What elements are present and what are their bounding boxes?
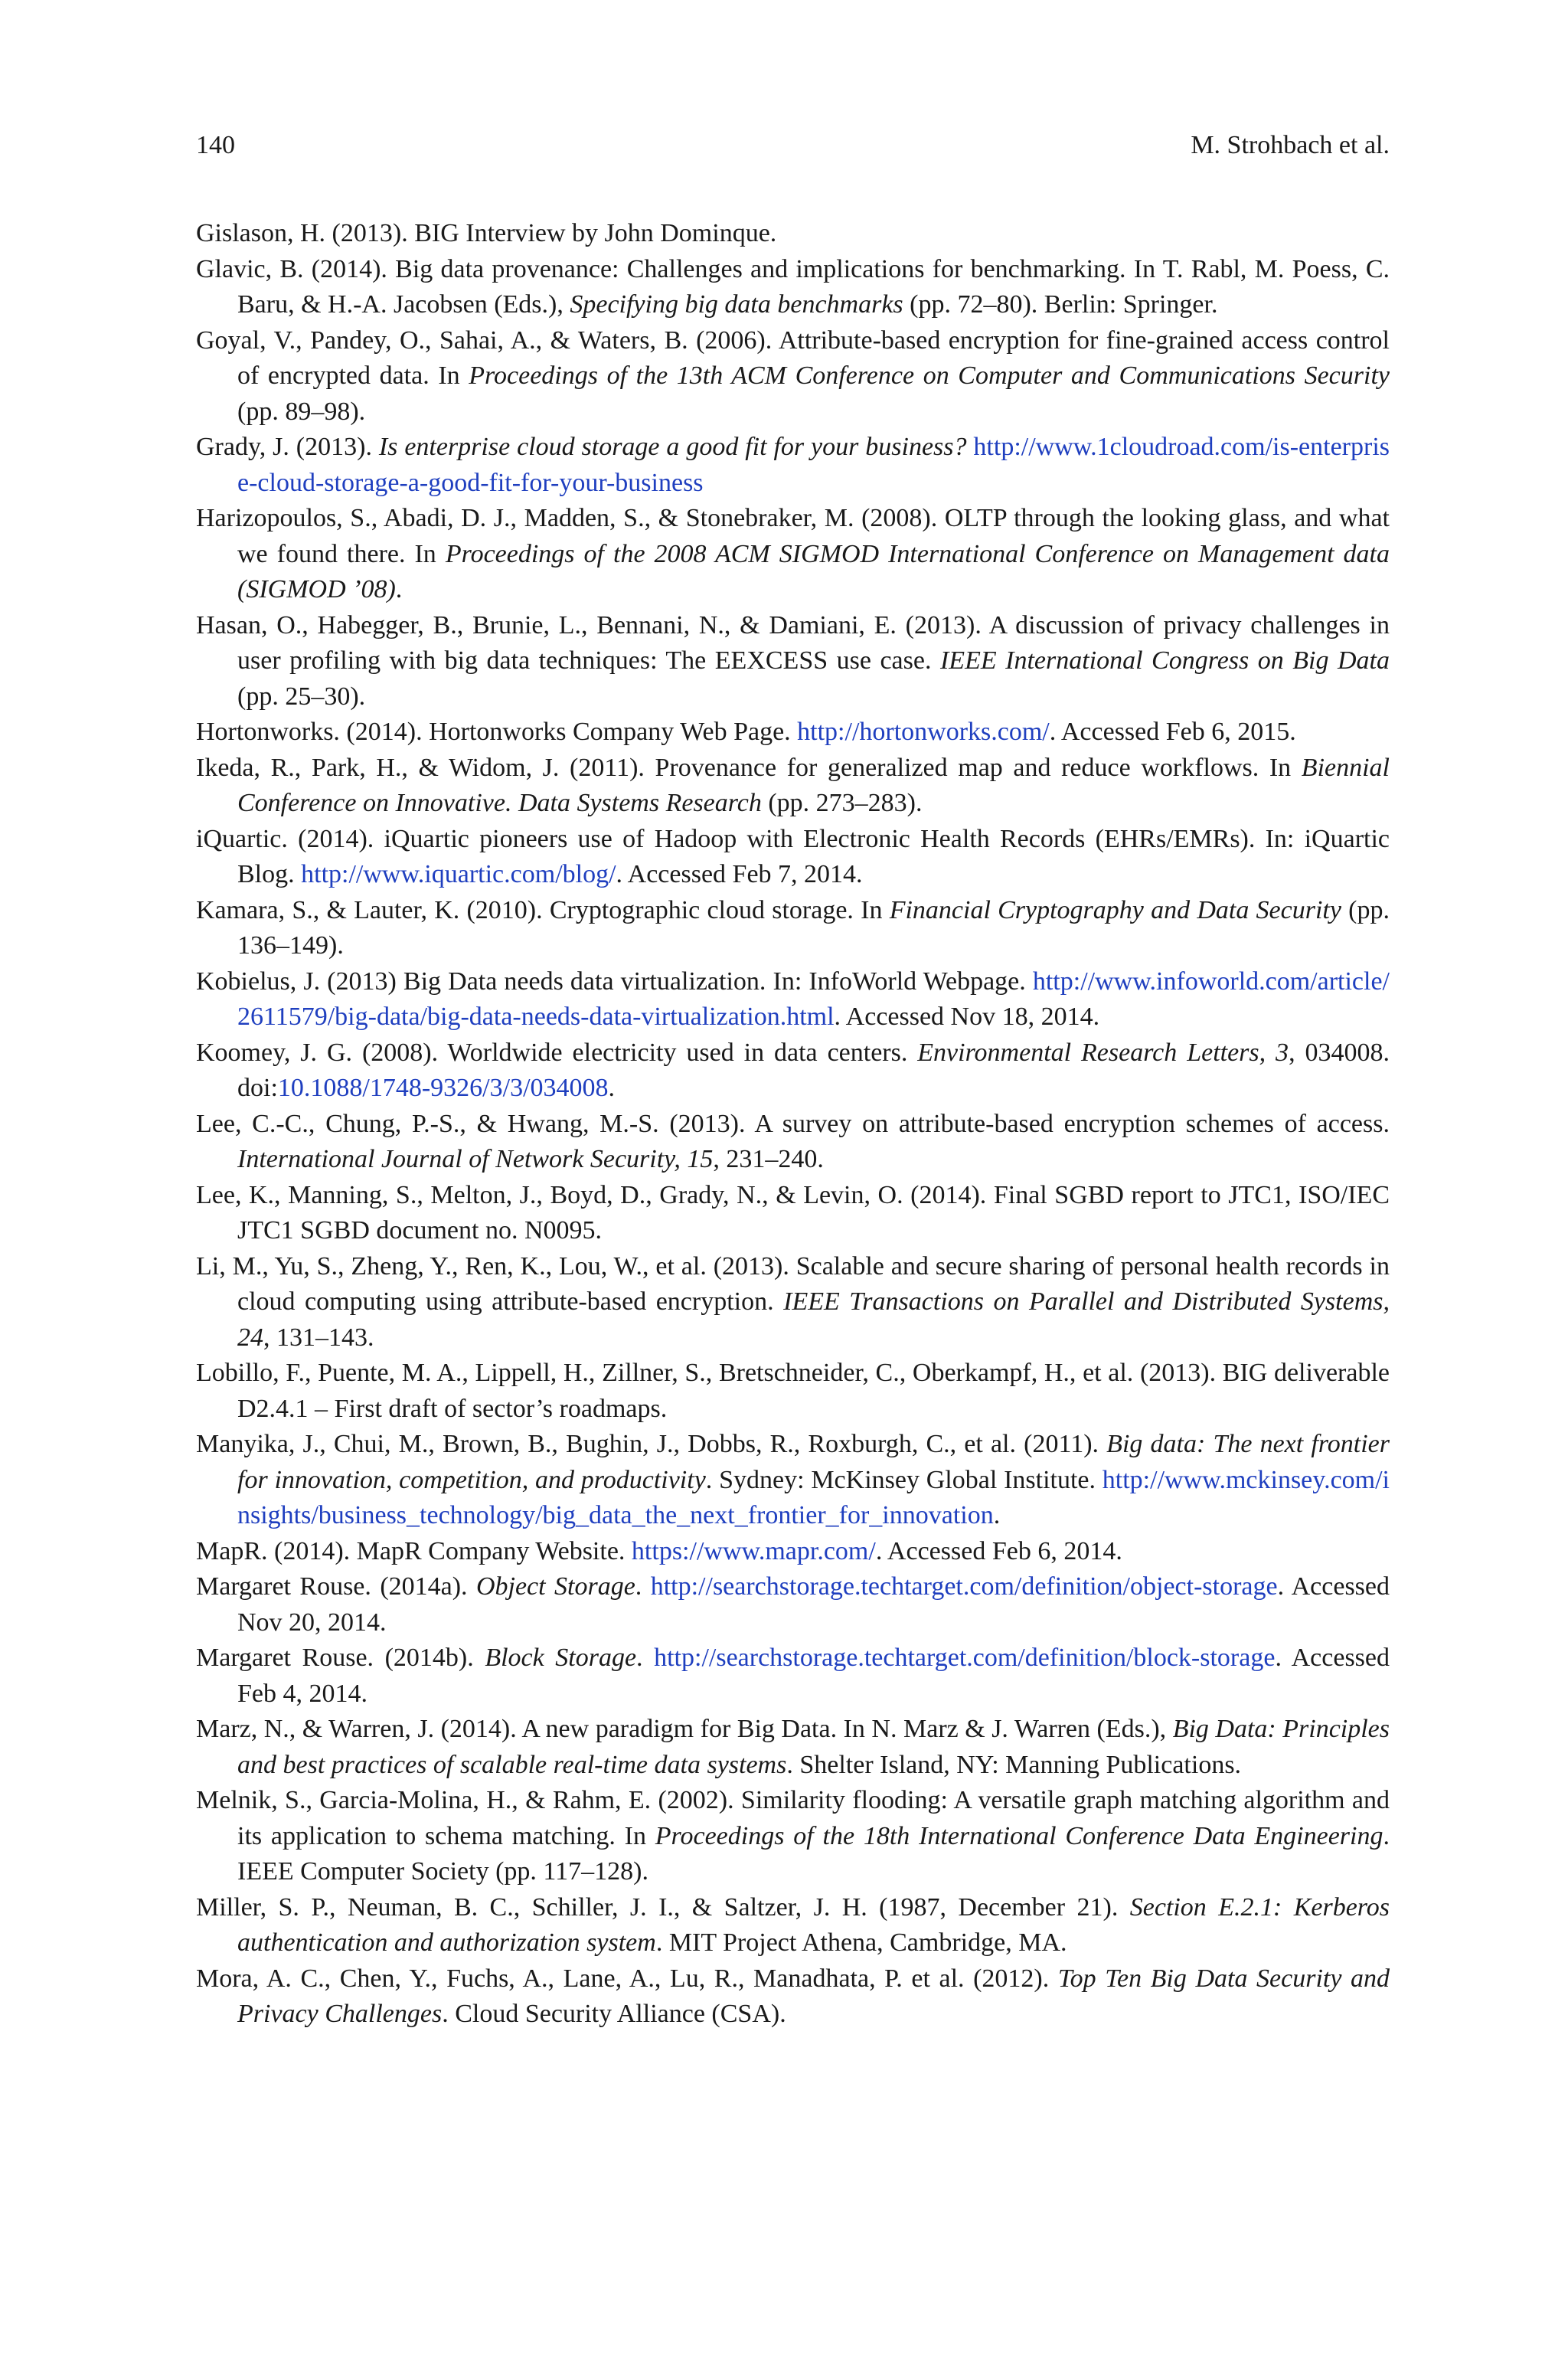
reference-entry (196, 1640, 1390, 1712)
reference-link[interactable]: http://searchstorage.techtarget.com/definition/object-storage (650, 1572, 1278, 1601)
reference-entry (196, 1107, 1390, 1178)
reference-title: Environmental Research Letters, 3 (917, 1038, 1289, 1067)
reference-text: (pp. 273–283). (761, 789, 923, 817)
reference-link[interactable]: http://hortonworks.com/ (797, 718, 1050, 746)
reference-entry (196, 1890, 1390, 1961)
reference-text: , 231–240. (713, 1145, 824, 1173)
reference-text: . Accessed Feb 4, 2014. (237, 1644, 1390, 1708)
reference-text: Mora, A. C., Chen, Y., Fuchs, A., Lane, A., Lu, R., Manadhata, P. et al. (2012). (196, 1964, 1058, 1993)
reference-text: (pp. 89–98). (237, 397, 366, 426)
reference-text: Lobillo, F., Puente, M. A., Lippell, H., Zillner, S., Bretschneider, C., Oberkampf, H., et al. (2013). BIG deliverable D2.4.1 – First draft of sector’s roadmaps. (196, 1359, 1390, 1423)
reference-title: International Journal of Network Security, 15 (237, 1145, 714, 1173)
reference-text: Li, M., Yu, S., Zheng, Y., Ren, K., Lou, W., et al. (2013). Scalable and secure sharing of personal health records in cloud computing using attribute-based encryption. (196, 1251, 1390, 1316)
reference-title: Biennial Conference on Innovative. Data Systems Research (237, 753, 1390, 817)
reference-text: (pp. 136–149). (237, 895, 1390, 960)
reference-text: . (635, 1572, 651, 1601)
reference-text: Ikeda, R., Park, H., & Widom, J. (2011). Provenance for generalized map and reduce workflows. In (196, 753, 1302, 782)
reference-text: Lee, C.-C., Chung, P.-S., & Hwang, M.-S. (2013). A survey on attribute-based encryption schemes of access. (196, 1109, 1390, 1138)
reference-text: . (395, 575, 403, 603)
reference-text: Melnik, S., Garcia-Molina, H., & Rahm, E. (2002). Similarity flooding: A versatile graph matching algorithm and its application to schema matching. In (196, 1786, 1390, 1850)
reference-text: MapR. (2014). MapR Company Website. (196, 1536, 632, 1565)
reference-entry (196, 1961, 1390, 2033)
reference-text: Glavic, B. (2014). Big data provenance: Challenges and implications for benchmarking. In T. Rabl, M. Poess, C. Baru, & H.-A. Jacobsen (Eds.), (196, 254, 1390, 319)
reference-text: iQuartic. (2014). iQuartic pioneers use of Hadoop with Electronic Health Records (EHRs/EMRs). In: iQuartic Blog. (196, 824, 1390, 888)
reference-text: . Accessed Nov 20, 2014. (237, 1572, 1390, 1637)
reference-text: Kobielus, J. (2013) Big Data needs data virtualization. In: InfoWorld Webpage. (196, 967, 1033, 996)
reference-link[interactable]: https://www.mapr.com/ (631, 1536, 876, 1565)
reference-text: . Cloud Security Alliance (CSA). (442, 2000, 786, 2028)
reference-entry (196, 822, 1390, 893)
reference-text: Grady, J. (2013). (196, 433, 379, 461)
reference-text: (pp. 72–80). Berlin: Springer. (903, 290, 1218, 319)
reference-entry (196, 1427, 1390, 1534)
reference-text: Koomey, J. G. (2008). Worldwide electricity used in data centers. (196, 1038, 918, 1067)
reference-entry (196, 608, 1390, 715)
reference-text: Goyal, V., Pandey, O., Sahai, A., & Waters, B. (2006). Attribute-based encryption for fine-grained access control of encrypted data. In (196, 325, 1390, 390)
page-header (196, 129, 1390, 162)
reference-title: Block Storage (485, 1644, 637, 1672)
reference-entry (196, 1249, 1390, 1356)
reference-text: Miller, S. P., Neuman, B. C., Schiller, J. I., & Saltzer, J. H. (1987, December 21). (196, 1892, 1130, 1922)
reference-text: Margaret Rouse. (2014b). (196, 1644, 485, 1672)
reference-entry (196, 323, 1390, 430)
reference-title: Proceedings of the 2008 ACM SIGMOD International Conference on Management data (SIGMOD ’08) (237, 539, 1390, 603)
reference-text: Manyika, J., Chui, M., Brown, B., Bughin, J., Dobbs, R., Roxburgh, C., et al. (2011). (196, 1430, 1107, 1458)
page-number: 140 (196, 131, 235, 159)
reference-title: IEEE International Congress on Big Data (939, 646, 1390, 675)
reference-entry (196, 216, 1390, 252)
reference-link[interactable]: http://www.infoworld.com/article/2611579/big-data/big-data-needs-data-virtualization.html (237, 967, 1390, 1031)
reference-text: . Shelter Island, NY: Manning Publications. (786, 1750, 1242, 1779)
reference-entry (196, 1569, 1390, 1640)
reference-title: Proceedings of the 18th International Conference Data Engineering (655, 1821, 1383, 1850)
reference-entry (196, 715, 1390, 751)
reference-entry (196, 964, 1390, 1035)
reference-title: Big Data: Principles and best practices of scalable real-time data systems (237, 1715, 1390, 1779)
reference-text: . (636, 1644, 655, 1672)
reference-text: , 034008. doi: (237, 1038, 1390, 1102)
reference-text: Lee, K., Manning, S., Melton, J., Boyd, D., Grady, N., & Levin, O. (2014). Final SGBD report to JTC1, ISO/IEC JTC1 SGBD document no. N0095. (196, 1180, 1390, 1245)
reference-text: , 131–143. (263, 1323, 374, 1352)
reference-text: Harizopoulos, S., Abadi, D. J., Madden, S., & Stonebraker, M. (2008). OLTP through the looking glass, and what we found there. In (196, 504, 1390, 568)
reference-link[interactable]: http://www.mckinsey.com/insights/business_technology/big_data_the_next_frontier_for_innovation (237, 1465, 1390, 1529)
reference-entry (196, 252, 1390, 323)
reference-text: . (608, 1074, 616, 1102)
reference-text: . Accessed Feb 7, 2014. (616, 860, 863, 888)
reference-text: Margaret Rouse. (2014a). (196, 1572, 476, 1601)
reference-text: Hortonworks. (2014). Hortonworks Company Web Page. (196, 718, 798, 746)
reference-list (196, 216, 1390, 2033)
reference-entry (196, 1783, 1390, 1890)
reference-text: . Sydney: McKinsey Global Institute. (705, 1465, 1102, 1494)
reference-entry (196, 1178, 1390, 1249)
reference-entry (196, 501, 1390, 608)
reference-text: . (993, 1501, 1001, 1529)
reference-entry (196, 751, 1390, 822)
reference-title: Proceedings of the 13th ACM Conference on Computer and Communications Security (469, 361, 1390, 390)
reference-link[interactable]: 10.1088/1748-9326/3/3/034008 (277, 1074, 609, 1102)
reference-text: (pp. 25–30). (237, 682, 366, 711)
reference-entry (196, 893, 1390, 964)
reference-title: Financial Cryptography and Data Security (889, 895, 1341, 924)
reference-text: Marz, N., & Warren, J. (2014). A new paradigm for Big Data. In N. Marz & J. Warren (Eds.), (196, 1715, 1173, 1743)
reference-entry (196, 1712, 1390, 1783)
reference-title: Top Ten Big Data Security and Privacy Challenges (237, 1964, 1390, 2028)
reference-entry (196, 1356, 1390, 1427)
reference-text: . MIT Project Athena, Cambridge, MA. (655, 1928, 1067, 1957)
reference-title: Object Storage (475, 1572, 635, 1601)
reference-title: Big data: The next frontier for innovation, competition, and productivity (237, 1430, 1390, 1494)
reference-text: Kamara, S., & Lauter, K. (2010). Cryptographic cloud storage. In (196, 895, 890, 924)
reference-entry (196, 1534, 1390, 1570)
reference-title: Specifying big data benchmarks (570, 290, 903, 319)
reference-text: . Accessed Feb 6, 2014. (875, 1536, 1122, 1565)
reference-text: Hasan, O., Habegger, B., Brunie, L., Bennani, N., & Damiani, E. (2013). A discussion of privacy challenges in user profiling with big data techniques: The EEXCESS use case. (196, 610, 1390, 675)
reference-link[interactable]: http://searchstorage.techtarget.com/definition/block-storage (654, 1644, 1276, 1672)
reference-text: . Accessed Feb 6, 2015. (1049, 718, 1296, 746)
reference-text: . Accessed Nov 18, 2014. (834, 1003, 1100, 1031)
reference-link[interactable]: http://www.iquartic.com/blog/ (301, 860, 616, 888)
reference-entry (196, 1035, 1390, 1107)
reference-text: Gislason, H. (2013). BIG Interview by John Dominque. (196, 219, 777, 247)
reference-link[interactable]: http://www.1cloudroad.com/is-enterprise-cloud-storage-a-good-fit-for-your-business (237, 433, 1390, 497)
reference-title: Is enterprise cloud storage a good fit for your business? (378, 433, 967, 461)
reference-entry (196, 430, 1390, 501)
running-head: M. Strohbach et al. (1191, 131, 1390, 159)
reference-title: IEEE Transactions on Parallel and Distributed Systems, 24 (237, 1287, 1390, 1352)
reference-title: Section E.2.1: Kerberos authentication and authorization system (237, 1892, 1390, 1957)
reference-text: . IEEE Computer Society (pp. 117–128). (237, 1821, 1390, 1886)
